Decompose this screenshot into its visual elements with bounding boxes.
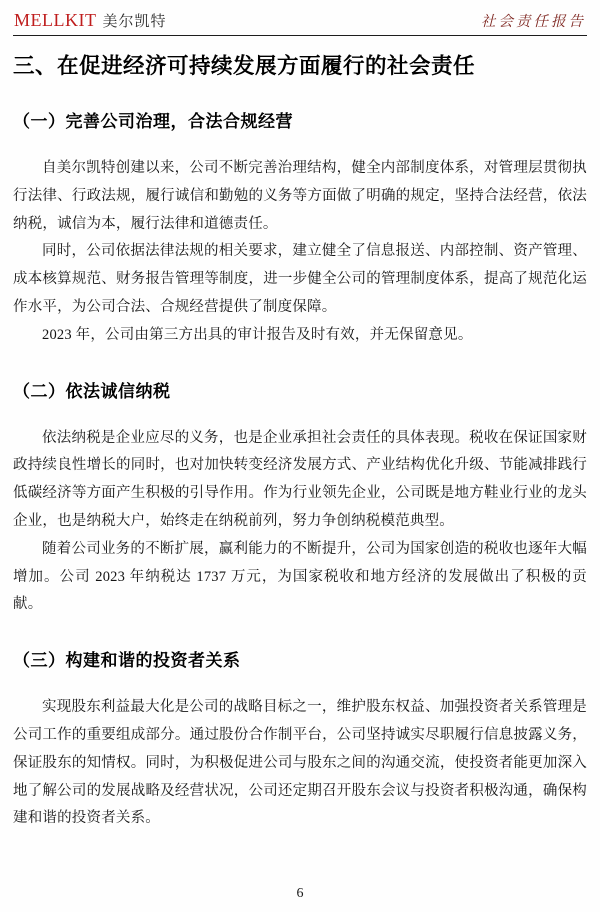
section-1-paragraph-1: 自美尔凯特创建以来，公司不断完善治理结构，健全内部制度体系，对管理层贯彻执行法律、行政法规，履行诚信和勤勉的义务等方面做了明确的规定，坚持合法经营，依法纳税，诚信为本，履行法律和道德责任。 [13,160,587,232]
section-2-heading: （二）依法诚信纳税 [13,381,171,401]
section-2-paragraph-2: 随着公司业务的不断扩展，赢利能力的不断提升，公司为国家创造的税收也逐年大幅增加。公司 2023 年纳税达 1737 万元，为国家税收和地方经济的发展做出了积极的贡献。 [13,540,587,613]
report-title-running-head: 社会责任报告 [481,14,586,30]
section-1-heading: （一）完善公司治理，合法合规经营 [13,112,293,131]
page-header [13,8,587,36]
section-3-paragraph-1: 实现股东利益最大化是公司的战略目标之一，维护股东权益、加强投资者关系管理是公司工作的重要组成部分。通过股份合作制平台，公司坚持诚实尽职履行信息披露义务，保证股东的知情权。同时，为积极促进公司与股东之间的沟通交流，使投资者能更加深入地了解公司的发展战略及经营状况，公司还定期召开股东会议与投资者积极沟通，确保构建和谐的投资者关系。 [13,699,587,827]
logo-text-en: MELLKIT [14,10,97,30]
section-1-paragraph-3: 2023 年，公司由第三方出具的审计报告及时有效，并无保留意见。 [42,326,473,343]
section-corporate-governance [13,107,587,350]
page-number: 6 [296,886,304,901]
company-logo [14,10,167,31]
section-investor-relations [13,646,587,833]
section-tax-compliance [13,377,587,620]
section-2-paragraph-1: 依法纳税是企业应尽的义务，也是企业承担社会责任的具体表现。税收在保证国家财政持续良性增长的同时，也对加快转变经济发展方式、产业结构优化升级、节能减排践行低碳经济等方面产生积极的引导作用。作为行业领先企业，公司既是地方鞋业行业的龙头企业，也是纳税大户，始终走在纳税前列，努力争创纳税模范典型。 [13,429,587,529]
section-1-paragraph-2: 同时，公司依据法律法规的相关要求，建立健全了信息报送、内部控制、资产管理、成本核算规范、财务报告管理等制度，进一步健全公司的管理制度体系，提高了规范化运作水平，为公司合法、合规经营提供了制度保障。 [13,243,587,315]
section-3-heading: （三）构建和谐的投资者关系 [13,651,241,671]
page-title: 三、在促进经济可持续发展方面履行的社会责任 [13,54,476,78]
logo-text-cn: 美尔凯特 [102,14,167,30]
